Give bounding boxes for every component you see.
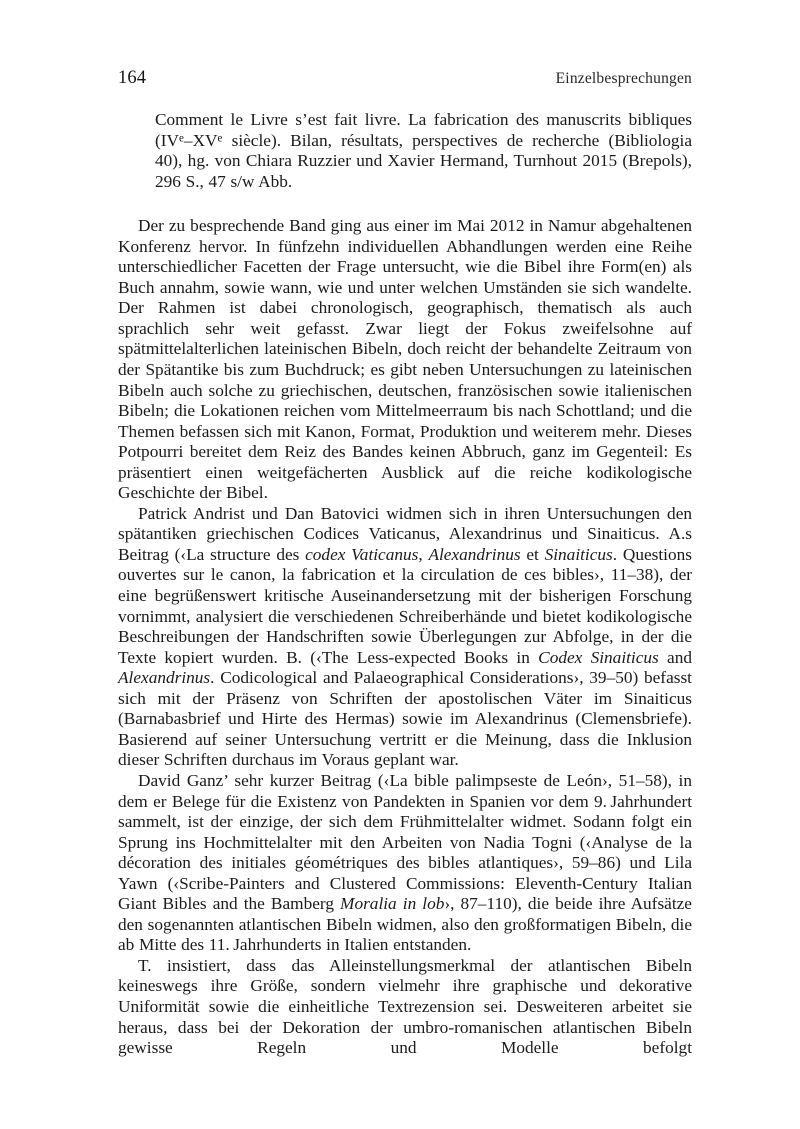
- par2-segment-5: and: [658, 647, 692, 667]
- paragraph-spacer: [118, 192, 692, 216]
- title-alexandrinus-1: Alexandrinus: [428, 544, 521, 564]
- par3-segment-1: David Ganz’ sehr kurzer Beitrag (‹La bible palimpseste de León›, 51–58), in dem er Belege für die Existenz von Pandekten in Spanien vor dem 9. Jahrhundert sammelt, ist der einzige, der sich dem Frühmittelalter widmet. Sodann folgt ein Sprung ins Hochmittelalter mit den Arbeiten von Nadia Togni (‹Analyse de la décoration des initiales géométriques des bibles atlantiques›, 59–86) und Lila Yawn (‹Scribe-Painters and Clustered Commissions: Eleventh-Century Italian Giant Bibles and the Bamberg: [118, 770, 692, 914]
- paragraph-1: Der zu besprechende Band ging aus einer im Mai 2012 in Namur abgehaltenen Konferenz hervor. In fünfzehn individuellen Abhandlungen werden eine Reihe unterschiedlicher Facetten der Frage untersucht, wie die Bibel ihre Form(en) als Buch annahm, sowie wann, wie und unter welchen Umständen sie sich wandelte. Der Rahmen ist dabei chronologisch, geographisch, thematisch als auch sprachlich sehr weit gefasst. Zwar liegt der Fokus zweifelsohne auf spätmittelalterlichen lateinischen Bibeln, doch reicht der behandelte Zeitraum von der Spätantike bis zum Buchdruck; es gibt neben Untersuchungen zu lateinischen Bibeln auch solche zu griechischen, deutschen, französischen sowie italienischen Bibeln; die Lokationen reichen vom Mittelmeerraum bis nach Schottland; und die Themen befassen sich mit Kanon, Format, Produktion und weiterem mehr. Dieses Potpourri bereitet dem Reiz des Bandes keinen Abbruch, ganz im Gegenteil: Es präsentiert einen weitgefächerten Ausblick auf die reiche kodikologische Geschichte der Bibel.: [118, 216, 692, 503]
- par3-segment-2: ›, 87–110), die beide ihre Aufsätze den sogenannten atlantischen Bibeln widmen, also den großformatigen Bibeln, die ab Mitte des 11. Jahrhunderts in Italien entstanden.: [118, 894, 692, 955]
- superscript-ordinal-2: e: [217, 131, 223, 144]
- par2-segment-3: et: [520, 544, 545, 564]
- title-codex-vaticanus: codex Vaticanus: [305, 544, 419, 564]
- bib-line-rest: siècle). Bilan, résultats, perspectives de recherche (Bibliologia 40), hg. von Chiara Ruzzier und Xavier Hermand, Turnhout 2015 (Brepols), 296 S., 47 s/w Abb.: [155, 130, 692, 191]
- body-text-block: [118, 110, 692, 1079]
- superscript-ordinal-1: e: [179, 131, 184, 144]
- paragraph-4: T. insistiert, dass das Alleinstellungsmerkmal der atlantischen Bibeln keineswegs ihre Größe, sondern vielmehr ihre graphische und dekorative Uniformität sowie die einheitliche Textrezension sei. Desweiteren arbeitet sie heraus, dass bei der Dekoration der umbro-romanischen atlantischen Bibeln gewisse Regeln und Modelle befolgt: [118, 955, 692, 1058]
- bibliographic-entry: [155, 110, 692, 192]
- paragraph-3: [118, 771, 692, 956]
- title-alexandrinus-2: Alexandrinus: [118, 668, 211, 688]
- title-codex-sinaiticus: Codex Sinaiticus: [538, 647, 659, 667]
- par2-segment-6: . Codicological and Palaeographical Considerations›, 39–50) befasst sich mit der Präsenz von Schriften der apostolischen Väter im Sinaiticus (Barnabasbrief und Hirte des Hermas) sowie im Alexandrinus (Clemensbriefe). Basierend auf seiner Untersuchung vertritt er die Meinung, dass die Inklusion dieser Schriften durchaus im Voraus geplant war.: [118, 668, 692, 770]
- bib-century-prefix: (IV: [155, 130, 179, 150]
- paragraph-2: [118, 504, 692, 771]
- bib-century-mid: –XV: [183, 130, 218, 150]
- title-sinaiticus-1: Sinaiticus: [544, 544, 613, 564]
- title-moralia-in-lob: Moralia in lob: [340, 894, 445, 914]
- running-head: [118, 68, 692, 92]
- page-number: 164: [118, 68, 147, 88]
- par2-segment-4: . Questions ouvertes sur le canon, la fabrication et la circulation de ces bibles›, 11–38), der eine begrüßenswert kritische Auseinandersetzung mit der bisherigen Forschung vornimmt, analysiert die verschiedenen Schreiberhände und bietet kodikologische Beschreibungen der Handschriften sowie Überlegungen zur Abfolge, in der die Texte kopiert wurden. B. (‹The Less-expected Books in: [118, 544, 692, 667]
- bib-line-1: Comment le Livre s’est fait livre. La fabrication des manuscrits bibliques: [155, 110, 692, 129]
- par2-segment-1: Patrick Andrist und Dan Batovici widmen sich in ihren Untersuchungen den spätantiken griechischen Codices Vaticanus, Alexandrinus und Sinaiticus. A.s Beitrag (‹La structure des: [118, 503, 692, 564]
- par2-segment-2: ,: [418, 544, 429, 564]
- running-head-title: Einzelbesprechungen: [555, 70, 692, 87]
